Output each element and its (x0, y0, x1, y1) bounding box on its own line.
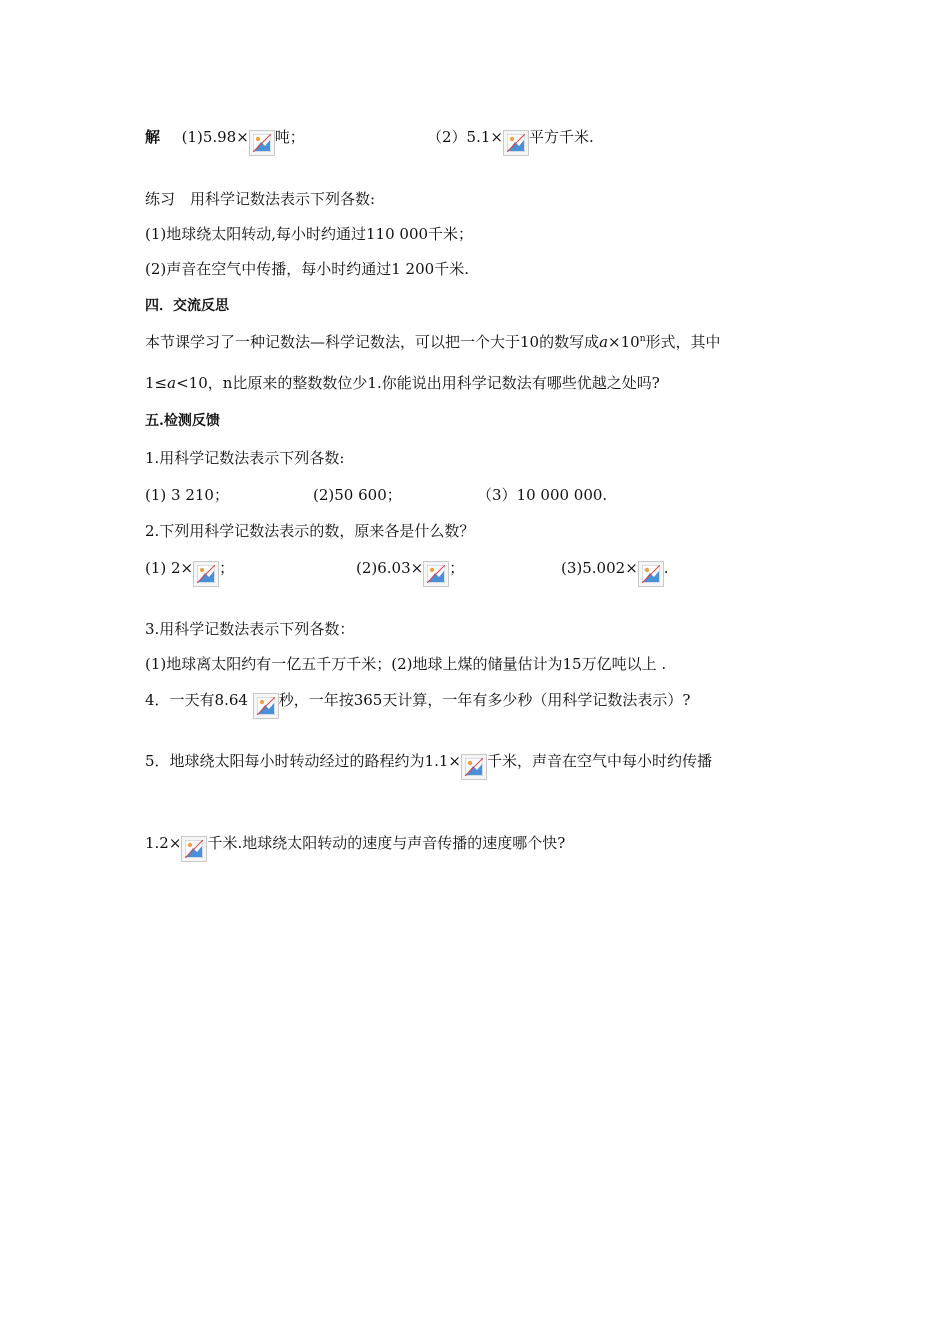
q5-line2-suffix: 千米.地球绕太阳转动的速度与声音传播的速度哪个快? (207, 834, 566, 852)
para-text-end: 形式，其中 (645, 333, 721, 351)
q4-suffix: 秒，一年按365天计算，一年有多少秒（用科学记数法表示）? (278, 691, 691, 709)
question-1-title: 1.用科学记数法表示下列各数: (145, 449, 345, 467)
broken-image-icon (181, 836, 207, 862)
practice-title: 练习 用科学记数法表示下列各数: (145, 190, 376, 208)
section-5-heading: 五.检测反馈 (145, 413, 220, 429)
question-3-title: 3.用科学记数法表示下列各数： (145, 620, 355, 638)
practice-item-2: (2)声音在空气中传播，每小时约通过1 200千米. (145, 260, 469, 278)
para-text: 本节课学习了一种记数法—科学记数法，可以把一个大于10的数写成 (145, 333, 600, 351)
question-5-line1 (145, 750, 712, 780)
broken-image-icon (253, 693, 279, 719)
question-4 (145, 689, 690, 719)
broken-image-icon (423, 561, 449, 587)
para-times10: ×10 (608, 333, 640, 351)
question-1-a: (1) 3 210； (145, 486, 229, 504)
q2-a-text: (1) 2× (145, 559, 194, 577)
solution-part2-suffix: 平方千米. (528, 128, 594, 146)
solution-part2 (427, 126, 594, 156)
question-2-c (561, 557, 669, 587)
broken-image-icon (503, 130, 529, 156)
q2-c-text: (3)5.002× (561, 559, 638, 577)
para-exponent-n: n (639, 334, 646, 344)
q4-prefix: 4．一天有8.64 (145, 691, 253, 709)
para-var-a: a (599, 333, 609, 351)
para-line2-rest: <10，n比原来的整数数位少1.你能说出用科学记数法有哪些优越之处吗? (176, 374, 660, 392)
solution-line (145, 126, 305, 156)
broken-image-icon (249, 130, 275, 156)
section-4-heading: 四．交流反思 (145, 298, 229, 314)
practice-item-1: (1)地球绕太阳转动,每小时约通过110 000千米； (145, 225, 474, 243)
solution-part1-prefix: (1)5.98× (181, 128, 249, 146)
broken-image-icon (461, 754, 487, 780)
question-2-a (145, 557, 234, 587)
question-2-b (356, 557, 464, 587)
q2-a-end: ； (219, 559, 235, 577)
para-line2-var-a: a (167, 374, 177, 392)
q5-suffix: 千米，声音在空气中每小时约传播 (486, 752, 712, 770)
para-line2-prefix: 1≤ (145, 374, 168, 392)
solution-part1-suffix: 吨； (274, 128, 305, 146)
section-4-paragraph-line2 (145, 372, 660, 394)
solution-part2-prefix: （2）5.1× (427, 128, 503, 146)
q2-c-end: . (663, 559, 669, 577)
solution-label: 解 (145, 128, 161, 146)
question-2-title: 2.下列用科学记数法表示的数，原来各是什么数？ (145, 522, 475, 540)
question-1-b: (2)50 600； (313, 486, 402, 504)
question-1-c: （3）10 000 000. (477, 486, 608, 504)
broken-image-icon (193, 561, 219, 587)
section-4-paragraph-line1 (145, 331, 721, 353)
q2-b-end: ； (449, 559, 465, 577)
broken-image-icon (638, 561, 664, 587)
question-3-text: (1)地球离太阳约有一亿五千万千米；(2)地球上煤的储量估计为15万亿吨以上 . (145, 655, 667, 673)
q2-b-text: (2)6.03× (356, 559, 424, 577)
question-5-line2 (145, 832, 565, 862)
q5-prefix: 5．地球绕太阳每小时转动经过的路程约为1.1× (145, 752, 461, 770)
q5-line2-prefix: 1.2× (145, 834, 182, 852)
